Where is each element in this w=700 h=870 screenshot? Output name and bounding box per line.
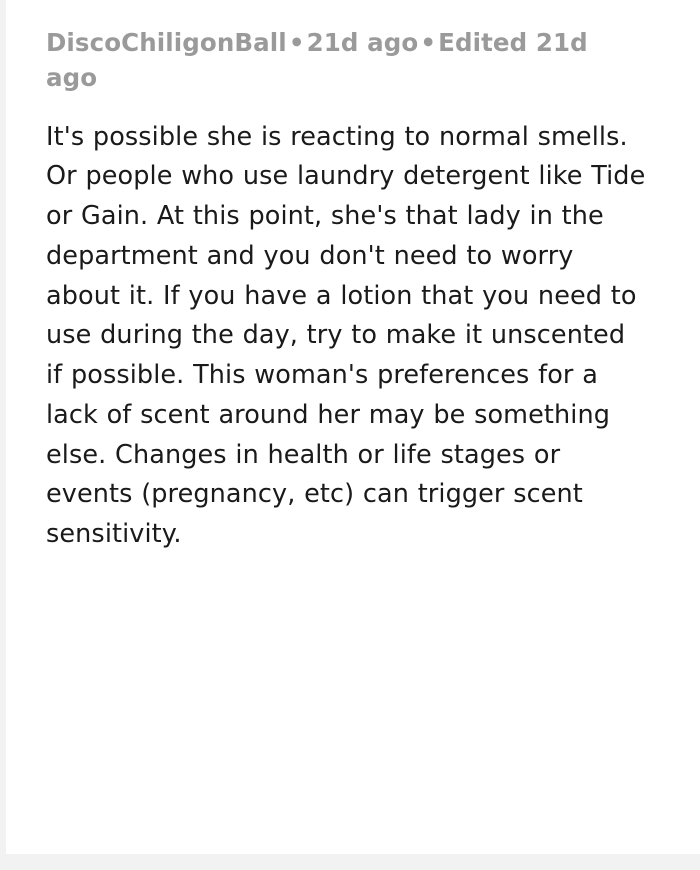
comment-timestamp: 21d ago	[306, 28, 419, 57]
comment-edited-label: Edited 21d ago	[46, 28, 588, 92]
meta-separator-1: •	[288, 28, 305, 57]
meta-separator-2: •	[420, 28, 437, 57]
comment-author[interactable]: DiscoChiligonBall	[46, 28, 287, 57]
comment-meta	[46, 26, 646, 96]
comment-body-text: It's possible she is reacting to normal smells. Or people who use laundry detergent like Tide or Gain. At this point, she's that lady in the department and you don't need to worry about it. If you have a lotion that you need to use during the day, try to make it unscented if possible. This woman's preferences for a lack of scent around her may be something else. Changes in health or life stages or events (pregnancy, etc) can trigger scent sensitivity.	[46, 121, 646, 550]
